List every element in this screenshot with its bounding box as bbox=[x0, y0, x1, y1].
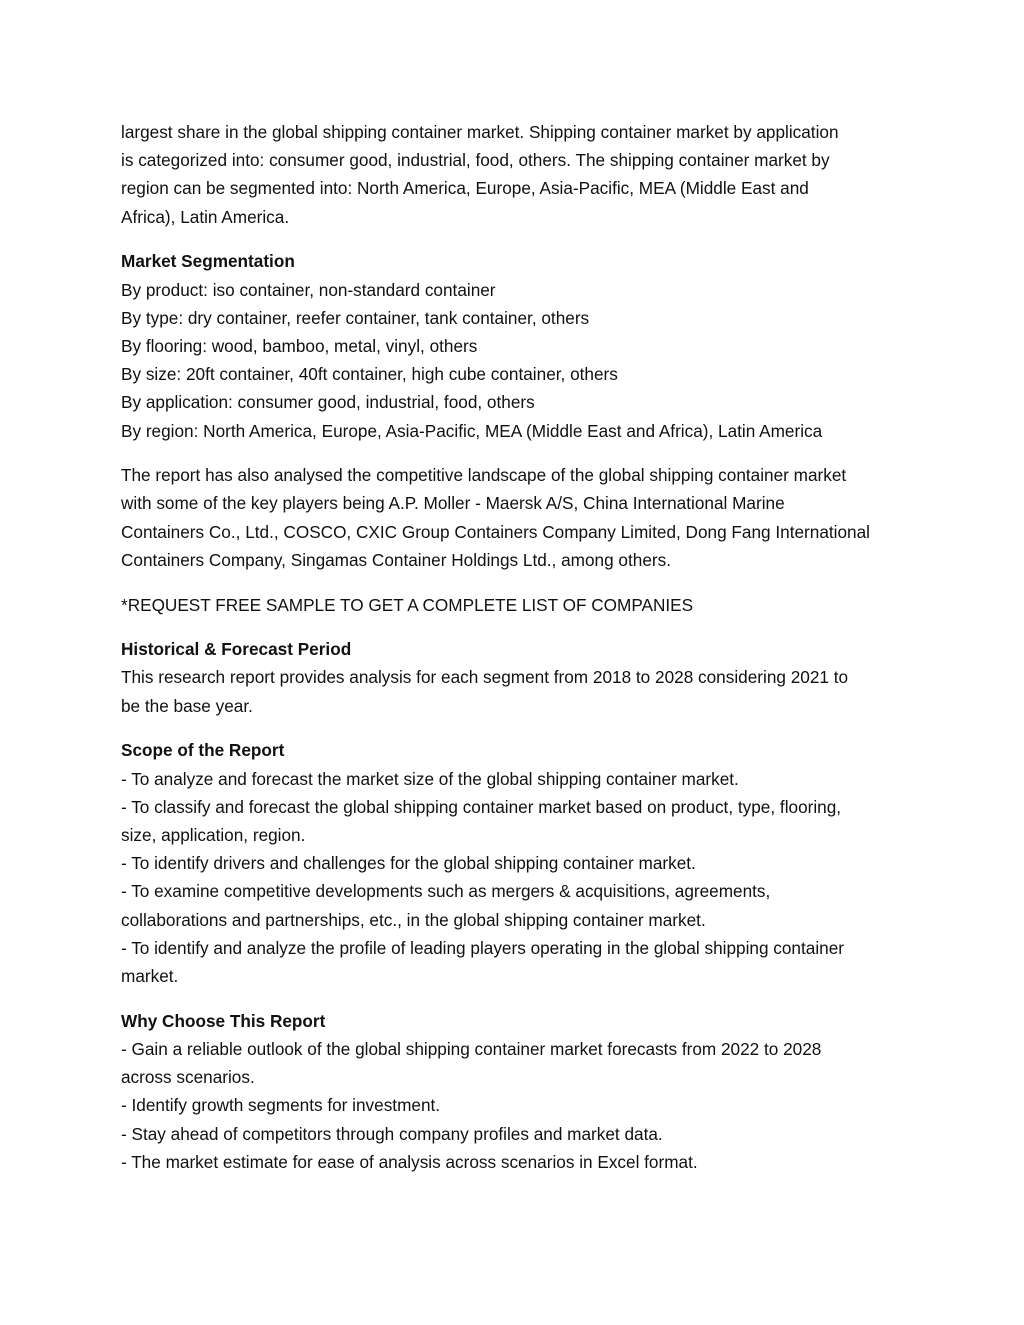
text-line: Africa), Latin America. bbox=[121, 206, 290, 227]
request-sample-paragraph bbox=[121, 591, 911, 619]
text-line: is categorized into: consumer good, industrial, food, others. The shipping container market by bbox=[121, 150, 830, 171]
historical-forecast-section bbox=[121, 635, 911, 720]
text-line: By type: dry container, reefer container, tank container, others bbox=[121, 307, 590, 328]
text-line: This research report provides analysis for each segment from 2018 to 2028 considering 2021 to bbox=[121, 667, 849, 688]
text-line: Containers Co., Ltd., COSCO, CXIC Group Containers Company Limited, Dong Fang International bbox=[121, 521, 870, 542]
text-line: be the base year. bbox=[121, 695, 253, 716]
text-line: across scenarios. bbox=[121, 1067, 255, 1088]
text-line: By region: North America, Europe, Asia-Pacific, MEA (Middle East and Africa), Latin America bbox=[121, 420, 823, 441]
request-sample-text: *REQUEST FREE SAMPLE TO GET A COMPLETE LIST OF COMPANIES bbox=[121, 594, 694, 615]
text-line: Containers Company, Singamas Container Holdings Ltd., among others. bbox=[121, 549, 671, 570]
text-line: collaborations and partnerships, etc., in the global shipping container market. bbox=[121, 909, 706, 930]
text-line: - The market estimate for ease of analysis across scenarios in Excel format. bbox=[121, 1151, 698, 1172]
text-line: - Gain a reliable outlook of the global shipping container market forecasts from 2022 to 2028 bbox=[121, 1038, 822, 1059]
text-line: region can be segmented into: North America, Europe, Asia-Pacific, MEA (Middle East and bbox=[121, 178, 809, 199]
market-segmentation-section bbox=[121, 247, 911, 444]
text-line: - To analyze and forecast the market size of the global shipping container market. bbox=[121, 768, 739, 789]
text-line: - To classify and forecast the global shipping container market based on product, type, flooring, bbox=[121, 796, 842, 817]
text-line: largest share in the global shipping container market. Shipping container market by application bbox=[121, 122, 839, 142]
text-line: By product: iso container, non-standard container bbox=[121, 279, 496, 300]
text-line: - To examine competitive developments such as mergers & acquisitions, agreements, bbox=[121, 881, 771, 902]
scope-section bbox=[121, 736, 911, 990]
text-line: - To identify and analyze the profile of leading players operating in the global shipping container bbox=[121, 937, 844, 958]
text-line: size, application, region. bbox=[121, 824, 306, 845]
intro-paragraph bbox=[121, 118, 911, 231]
competitive-landscape-paragraph bbox=[121, 461, 911, 574]
section-heading: Historical & Forecast Period bbox=[121, 639, 352, 660]
text-line: By size: 20ft container, 40ft container, high cube container, others bbox=[121, 364, 618, 385]
document-body bbox=[121, 118, 911, 1192]
section-heading: Scope of the Report bbox=[121, 740, 285, 761]
why-choose-section bbox=[121, 1007, 911, 1176]
text-line: - Identify growth segments for investment. bbox=[121, 1095, 441, 1116]
text-line: By flooring: wood, bamboo, metal, vinyl, others bbox=[121, 335, 478, 356]
section-heading: Why Choose This Report bbox=[121, 1010, 326, 1031]
text-line: - To identify drivers and challenges for the global shipping container market. bbox=[121, 853, 696, 874]
text-line: By application: consumer good, industrial, food, others bbox=[121, 392, 535, 413]
text-line: - Stay ahead of competitors through company profiles and market data. bbox=[121, 1123, 663, 1144]
text-line: The report has also analysed the competitive landscape of the global shipping container market bbox=[121, 465, 847, 486]
text-line: with some of the key players being A.P. Moller - Maersk A/S, China International Marine bbox=[121, 493, 785, 514]
section-heading: Market Segmentation bbox=[121, 251, 295, 272]
text-line: market. bbox=[121, 965, 179, 986]
